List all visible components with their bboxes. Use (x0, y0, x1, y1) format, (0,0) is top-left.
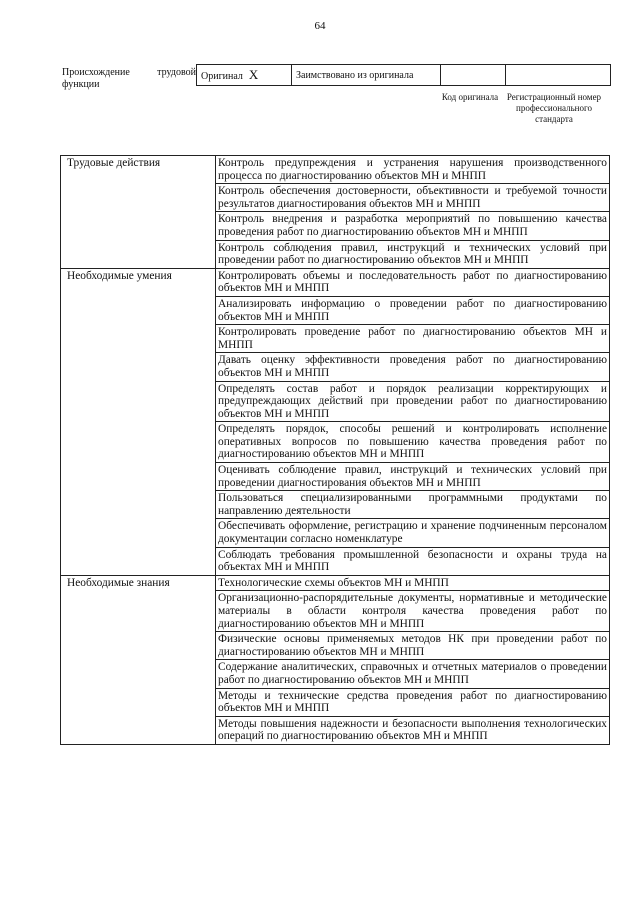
table-row (61, 575, 610, 591)
origin-label-line1 (62, 67, 196, 79)
section-item: Контроль предупреждения и устранения нарушения производственного процесса по диагностированию объектов МН и МНПП (216, 156, 610, 184)
section-item: Обеспечивать оформление, регистрацию и хранение подчиненным персоналом документации согласно номенклатуре (216, 519, 610, 547)
origin-original-label: Оригинал (201, 71, 243, 82)
section-title: Трудовые действия (61, 156, 216, 269)
origin-label-word2: трудовой (157, 67, 196, 78)
section-item: Определять порядок, способы решений и контролировать исполнение оперативных вопросов по повышению качества проведения работ по диагностированию объектов МН и МНПП (216, 422, 610, 463)
table-row (61, 156, 610, 184)
section-item: Контроль обеспечения достоверности, объективности и требуемой точности результатов диагностирования объектов МН и МНПП (216, 184, 610, 212)
section-item: Контроль соблюдения правил, инструкций и технических условий при проведении работ по диагностированию объектов МН и МНПП (216, 240, 610, 268)
origin-original-mark: X (248, 67, 259, 82)
origin-caption-reg: Регистрационный номер профессионального стандарта (506, 92, 602, 124)
section-item: Технологические схемы объектов МН и МНПП (216, 575, 610, 591)
section-item: Методы и технические средства проведения работ по диагностированию объектов МН и МНПП (216, 688, 610, 716)
origin-table (196, 64, 611, 86)
table-row (61, 268, 610, 296)
competency-table-body (61, 156, 610, 745)
origin-cell-code (441, 65, 506, 86)
section-item: Контроль внедрения и разработка мероприятий по повышению качества проведения работ по диагностированию объектов МН и МНПП (216, 212, 610, 240)
section-item: Контролировать объемы и последовательность работ по диагностированию объектов МН и МНПП (216, 268, 610, 296)
section-item: Давать оценку эффективности проведения работ по диагностированию объектов МН и МНПП (216, 353, 610, 381)
origin-cell-borrowed: Заимствовано из оригинала (292, 65, 441, 86)
origin-row (197, 65, 611, 86)
section-item: Контролировать проведение работ по диагностированию объектов МН и МНПП (216, 325, 610, 353)
section-item: Определять состав работ и порядок реализации корректирующих и предупреждающих действий при проведении работ по диагностированию объектов МН и МНПП (216, 381, 610, 422)
section-item: Организационно-распорядительные документы, нормативные и методические материалы в области контроля качества проведения работ по диагностированию объектов МН и МНПП (216, 591, 610, 632)
origin-cell-original (197, 65, 292, 86)
origin-cell-reg (506, 65, 611, 86)
section-item: Пользоваться специализированными программными продуктами по направлению деятельности (216, 491, 610, 519)
section-item: Соблюдать требования промышленной безопасности и охраны труда на объектах МН и МНПП (216, 547, 610, 575)
section-item: Методы повышения надежности и безопасности выполнения технологических операций по диагностированию объектов МН и МНПП (216, 716, 610, 744)
section-item: Физические основы применяемых методов НК при проведении работ по диагностированию объектов МН и МНПП (216, 632, 610, 660)
origin-caption-code: Код оригинала (441, 92, 499, 102)
section-title: Необходимые умения (61, 268, 216, 575)
origin-label-word1: Происхождение (62, 67, 130, 78)
section-title: Необходимые знания (61, 575, 216, 744)
section-item: Содержание аналитических, справочных и отчетных материалов о проведении работ по диагностированию объектов МН и МНПП (216, 660, 610, 688)
origin-label-word3: функции (62, 79, 100, 90)
section-item: Анализировать информацию о проведении работ по диагностированию объектов МН и МНПП (216, 296, 610, 324)
competency-table (60, 155, 610, 745)
section-item: Оценивать соблюдение правил, инструкций и технических условий при проведении диагностирования объектов МН и МНПП (216, 463, 610, 491)
page-number: 64 (314, 20, 326, 32)
origin-label (62, 67, 196, 91)
